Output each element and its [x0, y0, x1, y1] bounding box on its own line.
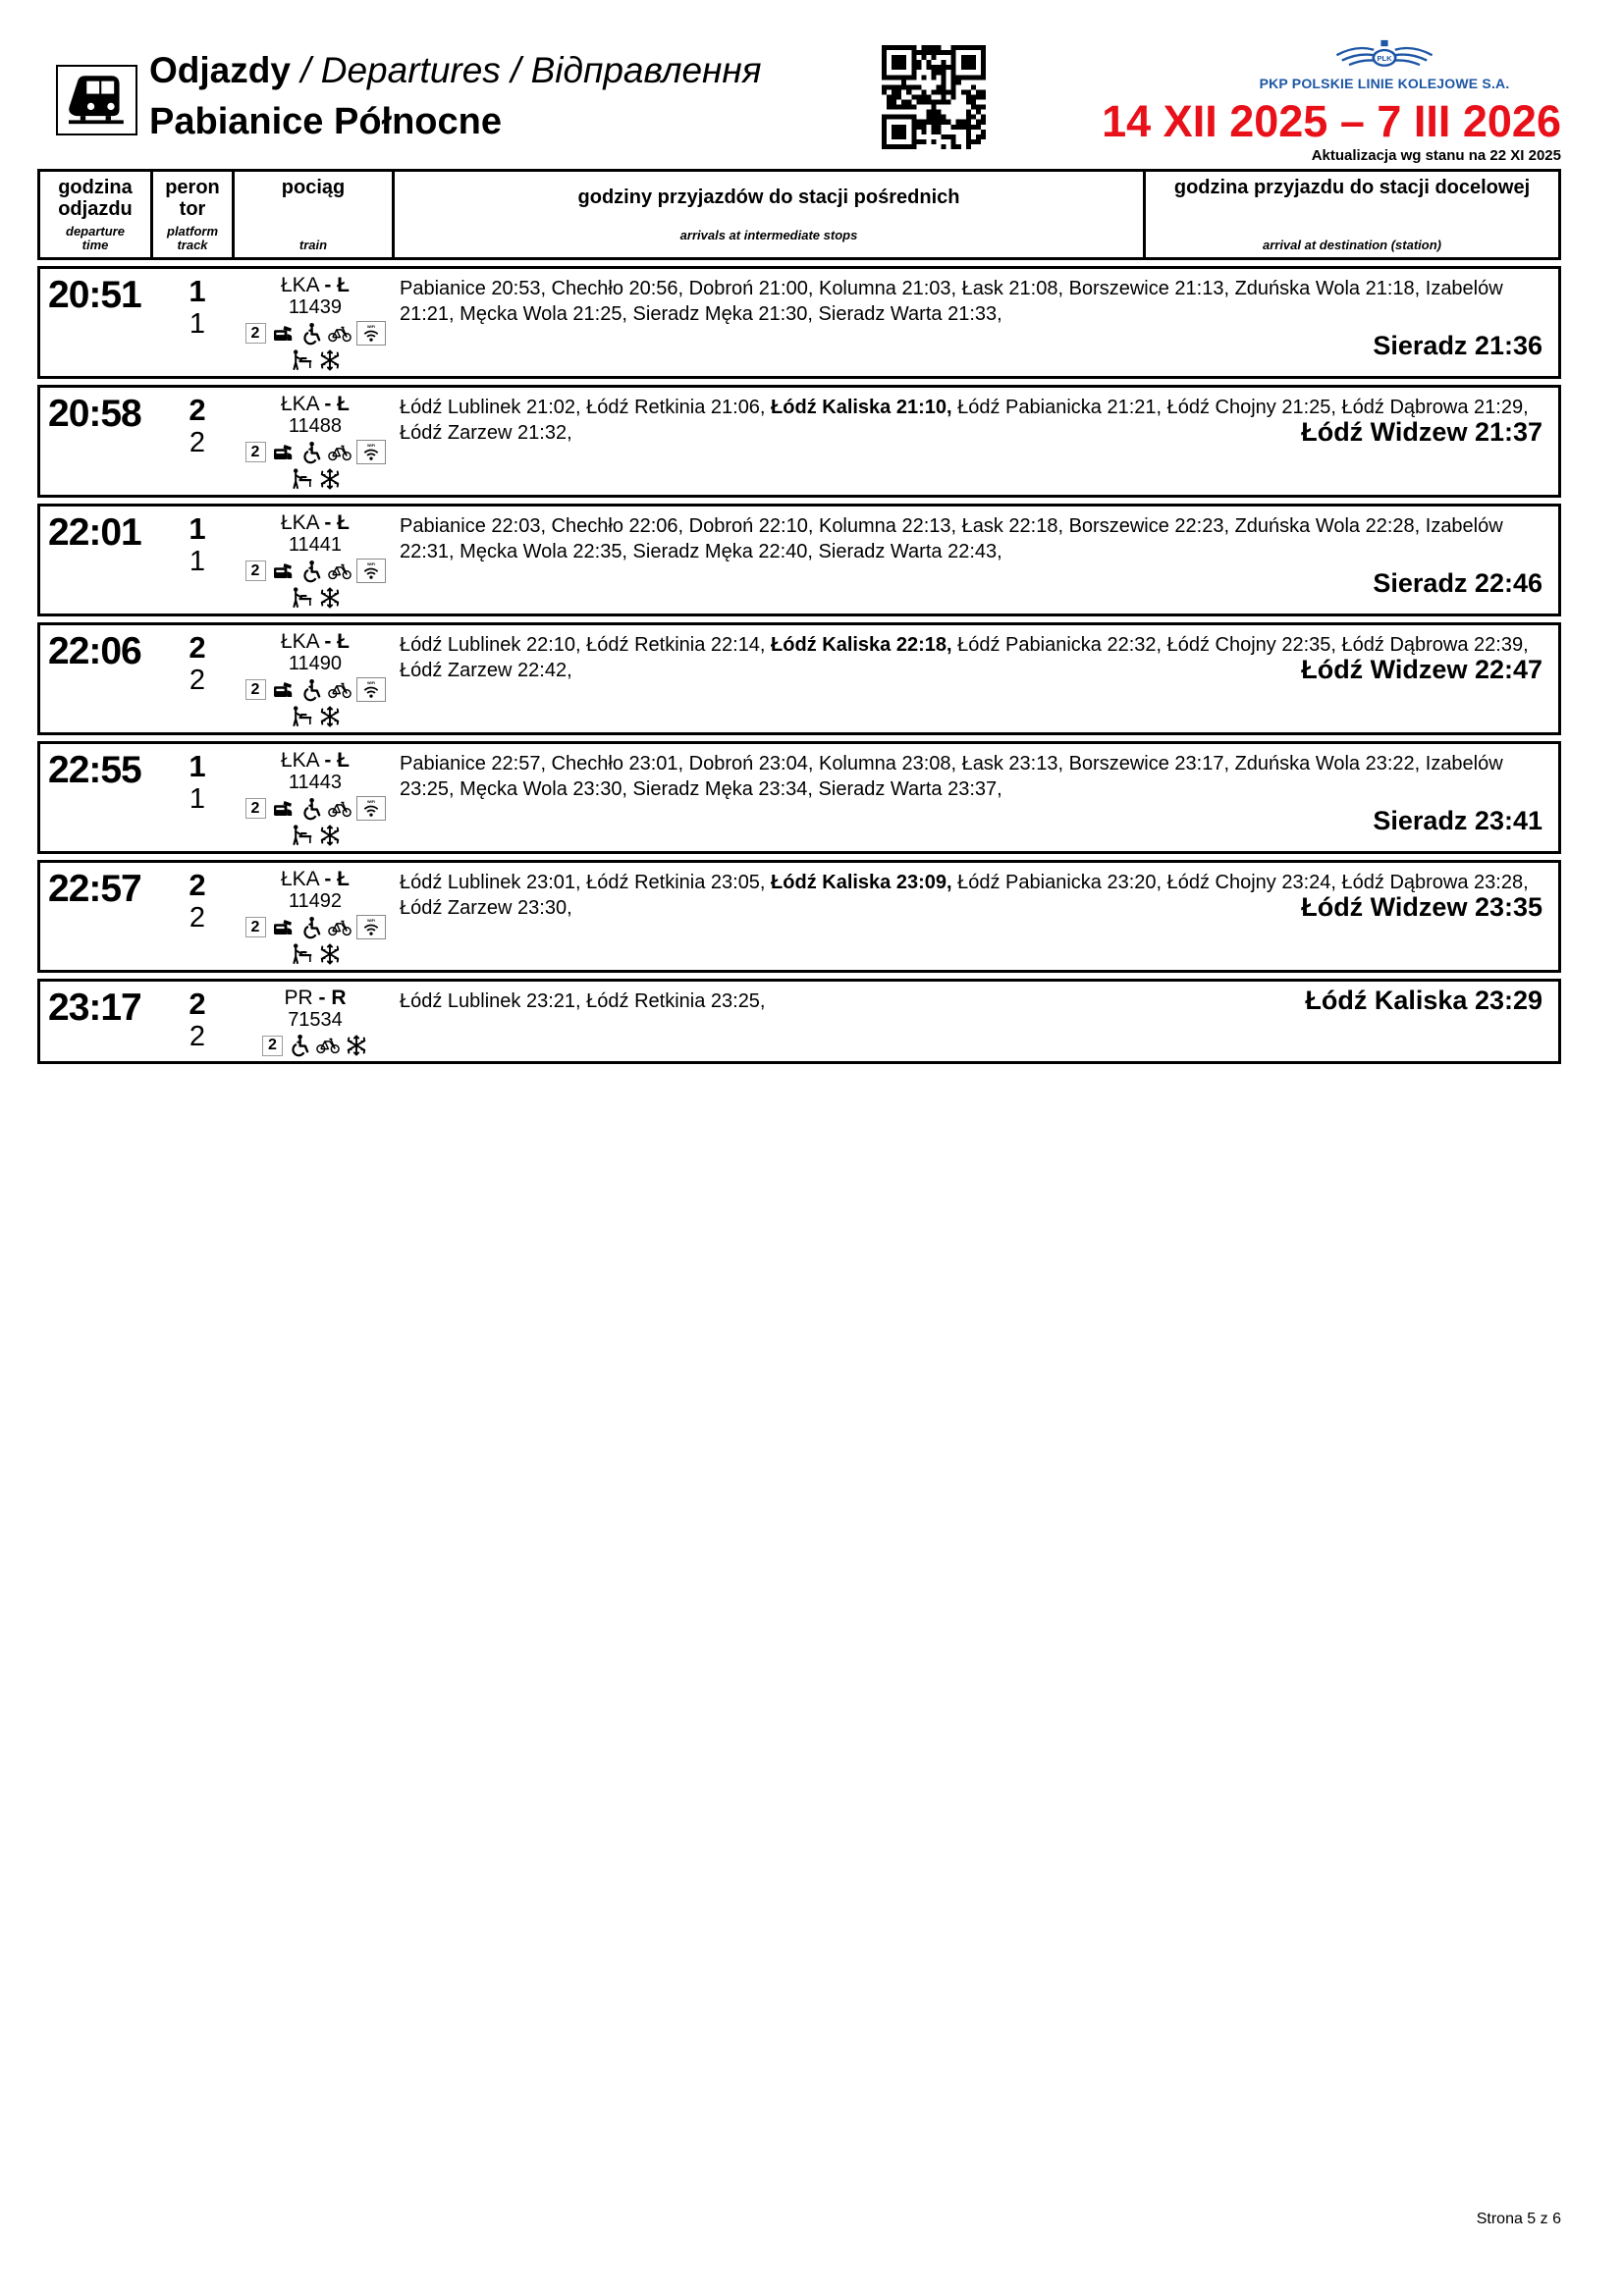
stops-cell	[394, 388, 1558, 495]
train-amenities-row-1	[237, 1034, 394, 1057]
platform-track-cell	[158, 744, 237, 851]
train-pictogram-logo	[56, 65, 137, 135]
track-number: 1	[189, 308, 206, 340]
train-number: 11439	[288, 296, 343, 318]
second-class-icon: 2	[245, 561, 266, 581]
train-amenities-row-2	[237, 705, 394, 728]
platform-number: 1	[189, 511, 206, 546]
stops-cell	[394, 507, 1558, 614]
train-amenities-row-2	[237, 467, 394, 491]
intermediate-stops: Pabianice 20:53, Chechło 20:56, Dobroń 21:00, Kolumna 21:03, Łask 21:08, Borszewice 21:13, Zduńska Wola 21:18, Izabelów 21:21, Męcka Wola 21:25, Sieradz Męka 21:30, Sieradz Warta 21:33,	[400, 278, 1503, 325]
platform-number: 1	[189, 274, 206, 308]
col-destination-pl: godzina przyjazdu do stacji docelowej	[1173, 177, 1531, 198]
ticket-validator-icon	[271, 916, 295, 939]
train-number: 11443	[288, 772, 343, 793]
baby-changing-icon	[290, 348, 313, 372]
platform-number: 2	[189, 630, 206, 665]
train-amenities-row-1	[237, 915, 394, 939]
rows	[37, 266, 1561, 1064]
wheelchair-icon	[299, 916, 323, 939]
train-amenities-row-1	[237, 440, 394, 464]
wifi-icon	[356, 321, 386, 346]
platform-track-cell	[158, 863, 237, 970]
wifi-icon	[356, 440, 386, 464]
departure-row	[37, 504, 1561, 616]
train-amenities-row-2	[237, 348, 394, 372]
col-header-platform	[153, 172, 235, 257]
page-title	[149, 51, 762, 90]
col-platform-en: platform track	[167, 224, 218, 252]
train-number: 71534	[288, 1009, 343, 1031]
table-header	[37, 169, 1561, 260]
air-conditioning-icon	[318, 348, 342, 372]
col-stops-en: arrivals at intermediate stops	[679, 227, 858, 242]
train-number: 11492	[288, 890, 343, 912]
ticket-validator-icon	[271, 678, 295, 702]
departure-time: 20:58	[48, 393, 141, 435]
intermediate-stops: Łódź Lublinek 22:10, Łódź Retkinia 22:14, Łódź Kaliska 22:18, Łódź Pabianicka 22:32, Łódź Chojny 22:35, Łódź Dąbrowa 22:39, Łódź Zarzew 22:42,	[400, 634, 1529, 681]
baby-changing-icon	[290, 705, 313, 728]
train-cell	[237, 744, 394, 851]
baby-changing-icon	[290, 942, 313, 966]
page-number: Strona 5 z 6	[1476, 2211, 1561, 2227]
col-header-destination	[1146, 172, 1558, 257]
train-operator: ŁKA - Ł	[280, 511, 351, 534]
train-cell	[237, 625, 394, 732]
second-class-icon: 2	[245, 798, 266, 819]
svg-text:WiFi: WiFi	[366, 799, 375, 804]
validity-period: 14 XII 2025 – 7 III 2026	[1102, 96, 1561, 146]
train-amenities-row-1	[237, 677, 394, 702]
wifi-icon	[356, 677, 386, 702]
svg-text:PLK: PLK	[1377, 53, 1392, 63]
col-destination-en: arrival at destination (station)	[1262, 238, 1442, 252]
train-amenities-row-1	[237, 559, 394, 583]
stops-cell	[394, 863, 1558, 970]
departure-time: 22:01	[48, 511, 141, 554]
destination: Łódź Kaliska 23:29	[1305, 986, 1542, 1015]
train-operator: ŁKA - Ł	[280, 393, 351, 415]
platform-track-cell	[158, 388, 237, 495]
air-conditioning-icon	[318, 467, 342, 491]
svg-text:WiFi: WiFi	[366, 324, 375, 329]
bicycle-icon	[316, 1034, 340, 1057]
col-train-en: train	[298, 238, 328, 252]
departure-time: 22:55	[48, 749, 141, 791]
platform-number: 2	[189, 393, 206, 427]
stops-cell	[394, 744, 1558, 851]
intermediate-stops: Pabianice 22:03, Chechło 22:06, Dobroń 22:10, Kolumna 22:13, Łask 22:18, Borszewice 22:23, Zduńska Wola 22:28, Izabelów 22:31, Męcka Wola 22:35, Sieradz Męka 22:40, Sieradz Warta 22:43,	[400, 515, 1503, 562]
platform-number: 2	[189, 987, 206, 1021]
col-header-stops	[395, 172, 1146, 257]
departure-time: 22:06	[48, 630, 141, 672]
train-cell	[237, 269, 394, 376]
train-cell	[237, 982, 394, 1061]
brand-block	[1208, 39, 1561, 91]
platform-track-cell	[158, 982, 237, 1061]
air-conditioning-icon	[318, 705, 342, 728]
wheelchair-icon	[299, 441, 323, 464]
track-number: 2	[189, 427, 206, 458]
air-conditioning-icon	[318, 942, 342, 966]
train-cell	[237, 388, 394, 495]
departure-row	[37, 622, 1561, 735]
bicycle-icon	[328, 560, 352, 583]
air-conditioning-icon	[318, 586, 342, 610]
train-number: 11490	[288, 653, 343, 674]
col-platform-pl: peron tor	[165, 177, 220, 220]
platform-number: 2	[189, 868, 206, 902]
second-class-icon: 2	[245, 323, 266, 344]
qr-code	[882, 45, 986, 149]
ticket-validator-icon	[271, 322, 295, 346]
pkp-plk-logo-icon	[1326, 39, 1442, 75]
col-departure-en: departure time	[66, 224, 125, 252]
destination: Sieradz 23:41	[1373, 806, 1542, 835]
departure-row	[37, 860, 1561, 973]
intermediate-stops: Pabianice 22:57, Chechło 23:01, Dobroń 23:04, Kolumna 23:08, Łask 23:13, Borszewice 23:17, Zduńska Wola 23:22, Izabelów 23:25, Męcka Wola 23:30, Sieradz Męka 23:34, Sieradz Warta 23:37,	[400, 753, 1503, 800]
track-number: 2	[189, 665, 206, 696]
train-icon	[65, 72, 130, 129]
bicycle-icon	[328, 797, 352, 821]
platform-track-cell	[158, 269, 237, 376]
bicycle-icon	[328, 678, 352, 702]
train-amenities-row-2	[237, 942, 394, 966]
baby-changing-icon	[290, 586, 313, 610]
platform-track-cell	[158, 507, 237, 614]
col-train-pl: pociąg	[281, 177, 346, 198]
departure-row	[37, 385, 1561, 498]
train-number: 11441	[288, 534, 343, 556]
second-class-icon: 2	[245, 442, 266, 462]
ticket-validator-icon	[271, 560, 295, 583]
wifi-icon	[356, 559, 386, 583]
train-cell	[237, 863, 394, 970]
track-number: 1	[189, 783, 206, 815]
col-stops-pl: godziny przyjazdów do stacji pośrednich	[577, 187, 960, 209]
wheelchair-icon	[299, 678, 323, 702]
title-main: Odjazdy	[149, 50, 291, 90]
train-operator: ŁKA - Ł	[280, 630, 351, 653]
train-operator: PR - R	[284, 987, 347, 1009]
svg-text:WiFi: WiFi	[366, 680, 375, 685]
platform-track-cell	[158, 625, 237, 732]
destination: Łódź Widzew 22:47	[1301, 655, 1542, 684]
ticket-validator-icon	[271, 797, 295, 821]
second-class-icon: 2	[262, 1036, 283, 1056]
wifi-icon	[356, 915, 386, 939]
intermediate-stops: Łódź Lublinek 23:01, Łódź Retkinia 23:05, Łódź Kaliska 23:09, Łódź Pabianicka 23:20, Łódź Chojny 23:24, Łódź Dąbrowa 23:28, Łódź Zarzew 23:30,	[400, 872, 1529, 919]
platform-number: 1	[189, 749, 206, 783]
track-number: 2	[189, 902, 206, 934]
svg-text:WiFi: WiFi	[366, 918, 375, 923]
departure-row	[37, 741, 1561, 854]
col-header-train	[235, 172, 395, 257]
destination: Sieradz 22:46	[1373, 568, 1542, 598]
departure-row	[37, 266, 1561, 379]
train-amenities-row-1	[237, 796, 394, 821]
stops-cell	[394, 269, 1558, 376]
second-class-icon: 2	[245, 917, 266, 937]
train-cell	[237, 507, 394, 614]
bicycle-icon	[328, 322, 352, 346]
svg-text:WiFi: WiFi	[366, 443, 375, 448]
departure-time: 23:17	[48, 987, 141, 1029]
svg-text:WiFi: WiFi	[366, 561, 375, 566]
second-class-icon: 2	[245, 679, 266, 700]
stops-cell	[394, 982, 1558, 1061]
track-number: 1	[189, 546, 206, 577]
col-departure-pl: godzina odjazdu	[58, 177, 133, 220]
baby-changing-icon	[290, 824, 313, 847]
stops-cell	[394, 625, 1558, 732]
intermediate-stops: Łódź Lublinek 23:21, Łódź Retkinia 23:25,	[400, 990, 766, 1012]
train-amenities-row-2	[237, 824, 394, 847]
brand-name: PKP POLSKIE LINIE KOLEJOWE S.A.	[1259, 76, 1510, 91]
wheelchair-icon	[299, 797, 323, 821]
title-sub: / Departures / Відправлення	[290, 50, 762, 90]
departure-time: 20:51	[48, 274, 141, 316]
air-conditioning-icon	[345, 1034, 368, 1057]
bicycle-icon	[328, 916, 352, 939]
intermediate-stops: Łódź Lublinek 21:02, Łódź Retkinia 21:06, Łódź Kaliska 21:10, Łódź Pabianicka 21:21, Łódź Chojny 21:25, Łódź Dąbrowa 21:29, Łódź Zarzew 21:32,	[400, 397, 1529, 444]
station-name: Pabianice Północne	[149, 101, 502, 142]
bicycle-icon	[328, 441, 352, 464]
train-number: 11488	[288, 415, 343, 437]
departure-time: 22:57	[48, 868, 141, 910]
destination: Łódź Widzew 23:35	[1301, 892, 1542, 922]
train-amenities-row-2	[237, 586, 394, 610]
air-conditioning-icon	[318, 824, 342, 847]
train-operator: ŁKA - Ł	[280, 274, 351, 296]
departure-row	[37, 979, 1561, 1064]
destination: Łódź Widzew 21:37	[1301, 417, 1542, 447]
ticket-validator-icon	[271, 441, 295, 464]
train-operator: ŁKA - Ł	[280, 868, 351, 890]
wheelchair-icon	[288, 1034, 311, 1057]
wheelchair-icon	[299, 560, 323, 583]
wifi-icon	[356, 796, 386, 821]
destination: Sieradz 21:36	[1373, 331, 1542, 360]
baby-changing-icon	[290, 467, 313, 491]
train-amenities-row-1	[237, 321, 394, 346]
train-operator: ŁKA - Ł	[280, 749, 351, 772]
track-number: 2	[189, 1021, 206, 1052]
update-note: Aktualizacja wg stanu na 22 XI 2025	[1311, 147, 1561, 164]
col-header-departure	[40, 172, 153, 257]
wheelchair-icon	[299, 322, 323, 346]
departures-table	[37, 169, 1561, 1064]
